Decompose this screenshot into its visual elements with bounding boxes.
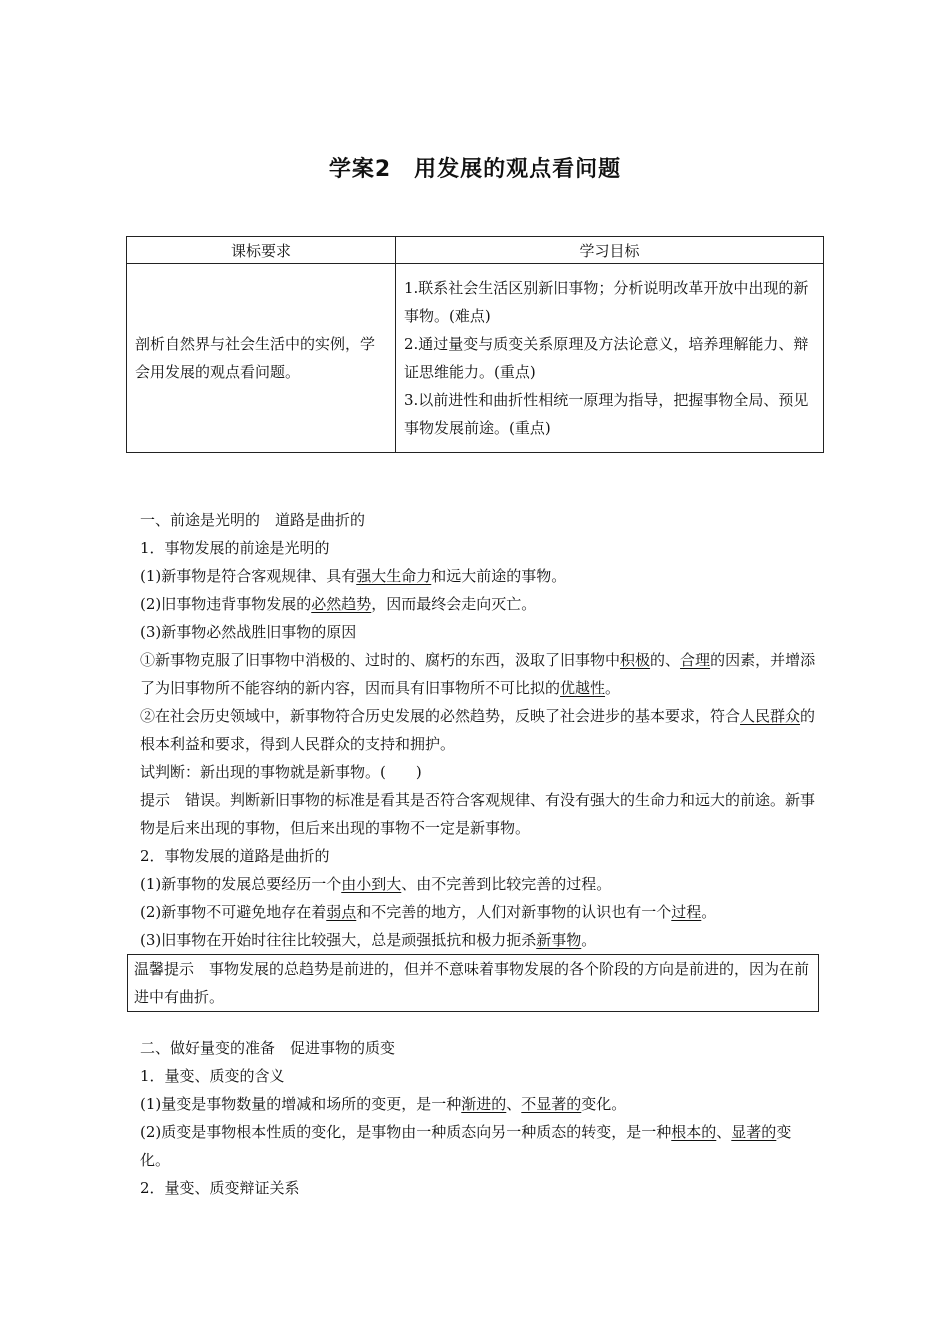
paragraph: (2)旧事物违背事物发展的必然趋势，因而最终会走向灭亡。 (140, 595, 537, 613)
curriculum-requirement: 剖析自然界与社会生活中的实例，学会用发展的观点看问题。 (127, 264, 396, 453)
header-goals: 学习目标 (396, 237, 824, 264)
subheading: 2．量变、质变辩证关系 (140, 1179, 300, 1197)
paragraph: ②在社会历史领域中，新事物符合历史发展的必然趋势，反映了社会进步的基本要求，符合人民群众的根本利益和要求，得到人民群众的支持和拥护。 (140, 707, 816, 753)
objectives-table (126, 236, 824, 453)
paragraph: (3)新事物必然战胜旧事物的原因 (140, 623, 357, 641)
section-two (140, 1034, 820, 1202)
paragraph: (1)新事物的发展总要经历一个由小到大、由不完善到比较完善的过程。 (140, 875, 612, 893)
paragraph: ①新事物克服了旧事物中消极的、过时的、腐朽的东西，汲取了旧事物中积极的、合理的因素，并增添了为旧事物所不能容纳的新内容，因而具有旧事物所不可比拟的优越性。 (140, 651, 816, 697)
section-one (140, 506, 820, 954)
warm-tip-box: 温馨提示 事物发展的总趋势是前进的，但并不意味着事物发展的各个阶段的方向是前进的，因为在前进中有曲折。 (127, 954, 819, 1012)
section-heading: 一、前途是光明的 道路是曲折的 (140, 511, 366, 529)
subheading: 2．事物发展的道路是曲折的 (140, 847, 330, 865)
paragraph: (1)新事物是符合客观规律、具有强大生命力和远大前途的事物。 (140, 567, 567, 585)
section-heading: 二、做好量变的准备 促进事物的质变 (140, 1039, 396, 1057)
hint: 提示 错误。判断新旧事物的标准是看其是否符合客观规律、有没有强大的生命力和远大的前途。新事物是后来出现的事物，但后来出现的事物不一定是新事物。 (140, 791, 816, 837)
page-title: 学案2 用发展的观点看问题 (328, 157, 622, 182)
table-header-row (127, 237, 824, 264)
subheading: 1．事物发展的前途是光明的 (140, 539, 330, 557)
goal-item: 1.联系社会生活区别新旧事物；分析说明改革开放中出现的新事物。(难点) (404, 279, 809, 325)
learning-goals (396, 264, 824, 453)
header-curriculum: 课标要求 (127, 237, 396, 264)
goal-item: 3.以前进性和曲折性相统一原理为指导，把握事物全局、预见事物发展前途。(重点) (404, 391, 809, 437)
paragraph: (3)旧事物在开始时往往比较强大，总是顽强抵抗和极力扼杀新事物。 (140, 931, 597, 949)
paragraph: (2)新事物不可避免地存在着弱点和不完善的地方，人们对新事物的认识也有一个过程。 (140, 903, 717, 921)
subheading: 1．量变、质变的含义 (140, 1067, 285, 1085)
paragraph: (1)量变是事物数量的增减和场所的变更，是一种渐进的、不显著的变化。 (140, 1095, 627, 1113)
table-row (127, 264, 824, 453)
paragraph: (2)质变是事物根本性质的变化，是事物由一种质态向另一种质态的转变，是一种根本的、显著的变化。 (140, 1123, 792, 1169)
judge-question: 试判断：新出现的事物就是新事物。( ) (140, 763, 422, 781)
goal-item: 2.通过量变与质变关系原理及方法论意义，培养理解能力、辩证思维能力。(重点) (404, 335, 809, 381)
